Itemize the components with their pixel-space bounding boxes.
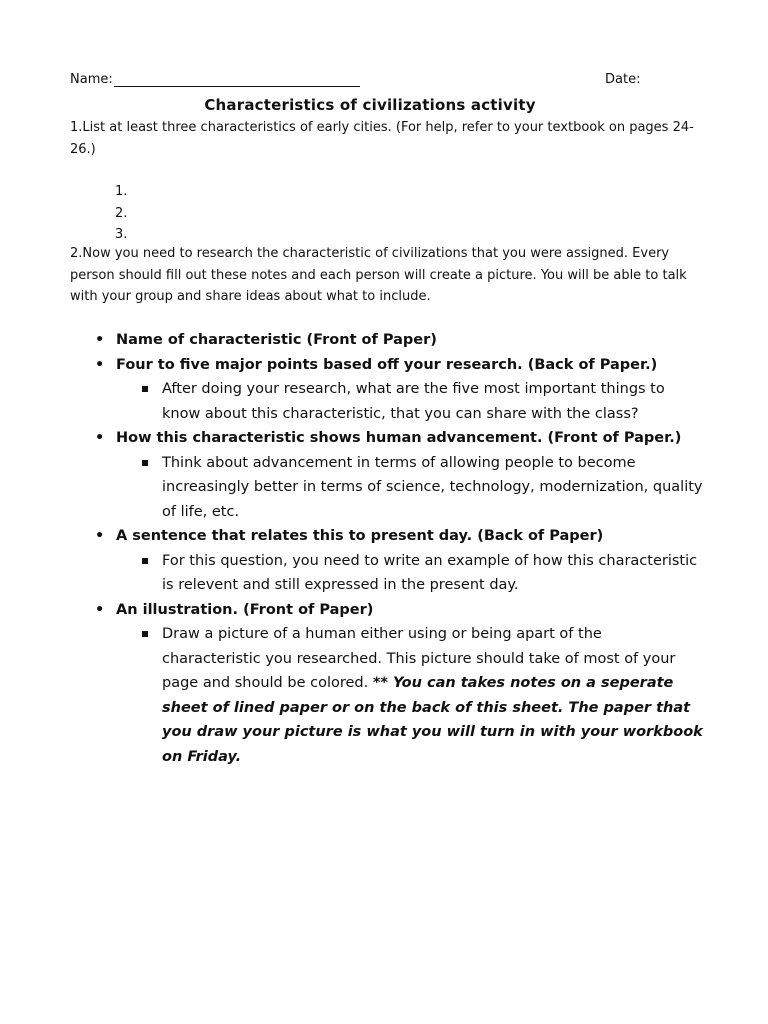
bullet-text: Name of characteristic (Front of Paper) — [116, 332, 437, 348]
bullet-item — [95, 598, 705, 770]
bullet-item — [95, 328, 705, 353]
bullet-text: An illustration. (Front of Paper) — [116, 601, 374, 618]
square-bullet-icon — [142, 558, 148, 564]
characteristics-numbered-list — [115, 181, 127, 246]
sub-bullet-list — [116, 377, 705, 426]
sub-bullet-list — [116, 549, 705, 598]
square-bullet-icon — [142, 631, 148, 637]
bullet-text: A sentence that relates this to present day. (Back of Paper) — [116, 528, 604, 544]
name-field — [70, 72, 360, 87]
bullet-icon: • — [95, 356, 105, 373]
list-item: 1. — [115, 184, 128, 199]
name-blank-line — [114, 72, 360, 87]
part1-instruction: 1.List at least three characteristics of early cities. (For help, refer to your textbook on pages 24-26.) — [70, 120, 694, 157]
requirements-bullet-list — [95, 328, 705, 769]
sub-bullet-item — [116, 377, 705, 426]
sub-bullet-item — [116, 451, 705, 525]
bullet-icon: • — [95, 332, 105, 348]
list-item: 2. — [115, 205, 128, 221]
bullet-item — [95, 353, 705, 427]
bullet-icon: • — [95, 430, 105, 446]
header-row — [70, 72, 680, 94]
sub-bullet-list — [116, 451, 705, 525]
sub-bullet-text: Draw a picture of a human either using or being apart of the characteristic you researched. This picture should take of most of your page and should be colored. — [162, 626, 676, 691]
bullet-text: Four to five major points based off your research. (Back of Paper.) — [116, 356, 658, 373]
square-bullet-icon — [142, 460, 148, 466]
sub-bullet-text: Think about advancement in terms of allowing people to become increasingly better in terms of science, technology, modernization, quality of life, etc. — [162, 454, 703, 520]
bullet-icon: • — [95, 528, 105, 544]
sub-bullet-text: After doing your research, what are the five most important things to know about this characteristic, that you can share with the class? — [162, 381, 665, 422]
worksheet-title: Characteristics of civilizations activity — [204, 96, 536, 114]
bullet-text: How this characteristic shows human advancement. (Front of Paper.) — [116, 430, 682, 446]
date-label: Date: — [605, 72, 641, 87]
sub-bullet-item — [116, 549, 705, 598]
square-bullet-icon — [142, 386, 148, 392]
part2-instruction: 2.Now you need to research the characteristic of civilizations that you were assigned. Every person should fill out these notes and each person will create a picture. You will be able to talk with your group and share ideas about what to include. — [70, 246, 687, 304]
sub-bullet-item — [116, 622, 705, 769]
list-item: 3. — [115, 227, 128, 242]
bullet-icon: • — [95, 601, 105, 618]
name-label: Name: — [70, 72, 113, 87]
bullet-item — [95, 426, 705, 524]
sub-bullet-text: For this question, you need to write an example of how this characteristic is relevent and still expressed in the present day. — [162, 552, 698, 593]
emphasized-note: ** You can takes notes on a seperate sheet of lined paper or on the back of this sheet. The paper that you draw your picture is what you will turn in with your workbook on Friday. — [162, 675, 703, 765]
sub-bullet-list — [116, 622, 705, 769]
bullet-item — [95, 524, 705, 598]
